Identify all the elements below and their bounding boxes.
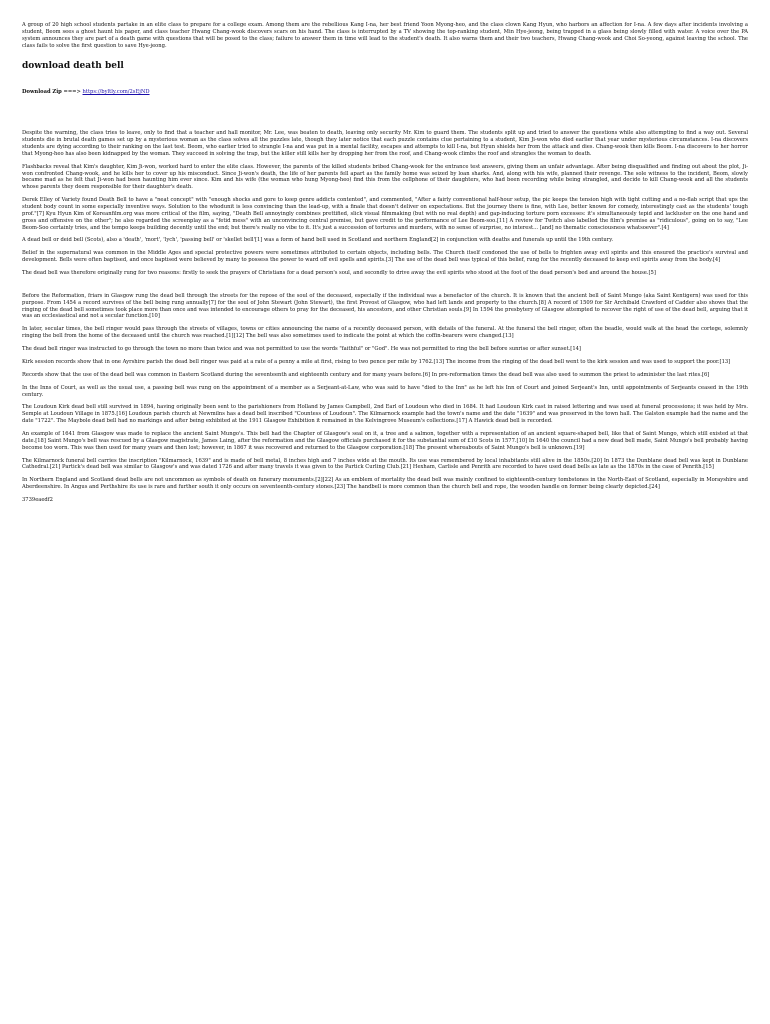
- body-paragraph-8: In later, secular times, the bell ringer would pass through the streets of villages, towns or cities announcing the name of a recently deceased person, with details of the funeral. At the funeral the bell ringer, often the beadle, would walk at the head the cortege, solemnly ringing the bell from the home of the deceased until the church was reached.[1][12] The bell was also sometimes used to indicate the point at which the coffin-bearers were changed.[13]: [22, 326, 748, 340]
- body-paragraph-10: Kirk session records show that in one Ayrshire parish the dead bell ringer was paid at a rate of a penny a mile at first, rising to two pence per mile by 1762.[13] The income from the ringing of the dead bell went to the kirk session and was used to support the poor.[13]: [22, 358, 731, 365]
- body-paragraph-7: Before the Reformation, friars in Glasgow rung the dead bell through the streets for the repose of the soul of the deceased, especially if the individual was a benefactor of the church. It is known that the ancient bell of Saint Mungo (aka Saint Kentigern) was used for this purpose. From 1454 a record survives of the bell being rung annually[7] for the soul of John Stewart (John Stewart), the first Provost of Glasgow, who had left lands and property to the church.[8] A record of 1509 for Sir Archibald Crawford of Cadder also shows that the ringing of the dead bell sometimes took place more than once and was intended to encourage others to pray for the deceased, his ancestors, and other Christian souls.[9] In 1594 the presbytery of Glasgow attempted to recover the right of use of the dead bell, arguing that it was an ecclesiastical and not a secular function.[10]: [22, 292, 748, 320]
- body-paragraph-12: In the Inns of Court, as well as the usual use, a passing bell was rung on the appointment of a member as a Serjeant-at-Law, who was said to have "died to the Inn" as he left his Inn of Court and joined Serjeant's Inn, until appointments of Serjeants ceased in the 19th century.: [22, 384, 748, 398]
- body-paragraph-11: Records show that the use of the dead bell was common in Eastern Scotland during the seventeenth and eighteenth century and for many years before.[6] In pre-reformation times the dead bell was also used to summon the priest to administer the last rites.[6]: [22, 371, 710, 378]
- download-link[interactable]: https://byltly.com/2sEjND: [82, 89, 150, 96]
- document-page: [0, 0, 770, 504]
- intro-paragraph: A group of 20 high school students partake in an elite class to prepare for a college exam. Among them are the rebellious Kang I-na, her best friend Yoon Myong-heo, and the class clown Kang Hyun, who harbors an affection for I-na. A few days after incidents involving a student, Beom sees a ghost haunt his paper, and class teacher Hwang Chang-wook discovers scars on his hand. The class is interrupted by a TV showing the top-ranking student, Min Hye-jeong, being trapped in a glass being slowly filled with water. A voice over the PA system announces they are part of a death game with questions that will be posed to the class; failure to answer them in time will lead to the student's death. It also warns them and their two teachers, Hwang Chang-wook and Choi So-yeong, against leaving the school. The class fails to solve the first question to save Hye-jeong.: [22, 22, 748, 49]
- body-paragraph-15: The Kilmarnock funeral bell carries the inscription "Kilmarnock, 1639" and is made of bell metal, 8 inches high and 7 inches wide at the mouth. Its use was remembered by local inhabitants still alive in the 1850s.[20] In 1873 the Dunblane dead bell was kept in Dunblane Cathedral.[21] Partick's dead bell was similar to Glasgow's and was dated 1726 and after many travels it was given to the Partick Curling Club.[21] Hexham, Carlisle and Penrith are recorded to have used dead bells as late as the 1870s in the case of Penrith.[15]: [22, 457, 748, 471]
- body-paragraph-1: Despite the warning, the class tries to leave, only to find that a teacher and hall monitor, Mr. Lee, was beaten to death, leaving only security Mr. Kim to guard them. The students split up and tried to answer the questions while also attempting to find a way out. Several students die in brutal death games set up by a mysterious woman as the class solves all the puzzles late, though they later notice that each puzzle contains clue pertaining to a student, Kim Ji-won who died earlier that year under mysterious circumstances. I-na discovers students are dying according to their ranking on the last test. Beom, who earlier tried to strangle I-na and was put in a mental facility, escapes and attempts to kill I-na, but Hyun shields her from the attack and dies. Chang-wook then kills Beom. I-na discovers to her horror that Myong-heo has also been kidnapped by the woman. They succeed in solving the trap, but the killer still kills her by dropping her from the roof, and Chang-wook climbs the roof and strangles the woman to death.: [22, 130, 748, 157]
- download-line: [22, 89, 748, 96]
- body-paragraph-13: The Loudoun Kirk dead bell still survived in 1894, having originally been sent to the parishioners from Holland by James Campbell, 2nd Earl of Loudoun who died in 1684. It had Loudoun Kirk cast in raised lettering and was used at funeral processions; it was held by Mrs. Semple at Loudoun Village in 1875.[16] Loudoun parish church at Newmilns has a dead bell inscribed "Countess of Loudoun". The Kilmarnock example had the town's name and the date "1639" and was preserved in the town hall. The Galston example had the name and the date "1722". The Maybole dead bell had no markings and after being exhibited at the 1911 Glasgow Exhibition it remained in the Kelvingrove Museum's collections.[17] A Hawick dead bell is recorded.: [22, 404, 748, 425]
- body-paragraph-16: In Northern England and Scotland dead bells are not uncommon as symbols of death on funerary monuments.[2][22] As an emblem of mortality the dead bell was mainly confined to eighteenth-century tombstones in the North-East of Scotland, especially in Morayshire and Aberdeenshire. In Angus and Perthshire its use is rare and further south it only occurs on seventeenth-century stones.[23] The handbell is more common than the church bell and rope, the wooden handle on former being clearly depicted.[24]: [22, 477, 748, 491]
- body-paragraph-6: The dead bell was therefore originally rung for two reasons: firstly to seek the prayers of Christians for a dead person's soul, and secondly to drive away the evil spirits who stood at the foot of the dead person's bed and around the house.[5]: [22, 270, 656, 277]
- body-paragraph-14: An example of 1641 from Glasgow was made to replace the ancient Saint Mungo's. This bell had the Chapter of Glasgow's seal on it, a tree and a salmon, together with a representation of an ancient square-shaped bell, like that of Saint Mungo, which still existed at that date.[18] Saint Mungo's bell was rescued by a Glasgow magistrate, James Laing, after the reformation and the Glasgow officials purchased it for the substantial sum of £10 Scots in 1577.[10] In 1640 the council had a new dead bell made, Saint Mungo's bell probably having become too worn. This was then used for many years and then lost; however, in 1867 it was recovered and returned to the Glasgow corporation.[18] The present whereabouts of Saint Mungo's bell is unknown.[19]: [22, 430, 748, 451]
- page-heading: download death bell: [22, 61, 124, 72]
- body-paragraph-5: Belief in the supernatural was common in the Middle Ages and special protective powers were sometimes attributed to certain objects, including bells. The Church itself condoned the use of bells to frighten away evil spirits and this ensured the practice's survival and development. Bells were often baptised, and once baptised were believed by many to possess the power to ward off evil spells and spirits.[3] The use of the dead bell was typical of this belief, rung for the recently deceased to keep evil spirits away from the body.[4]: [22, 250, 748, 264]
- body-paragraph-9: The dead bell ringer was instructed to go through the town no more than twice and was not permitted to use the words "faithful" or "God". He was not permitted to ring the bell before sunrise or after sunset.[14]: [22, 346, 581, 353]
- footer-id: 3739eaedf2: [22, 496, 53, 503]
- body-paragraph-2: Flashbacks reveal that Kim's daughter, Kim Ji-won, worked hard to enter the elite class. However, the parents of the killed students bribed Chang-wook for the entrance test answers, giving them an unfair advantage. After being disqualified and finding out about the plot, Ji-won confronted Chang-wook, and he kills her to cover up his misconduct. Since Ji-won's death, the life of her parents fell apart as the family home was seized by loan sharks. And, along with his wife, planned their revenge. The sole witness to the incident, Beom, slowly became mad as he felt that Ji-won had been haunting him ever since. Kim and his wife (the woman who hung Myong-heo) find this from the cellphone of their daughters, who had been recording while being strangled, and decide to kill Chang-wook and all the students whose parents they deem responsible for their daughter's death.: [22, 163, 748, 191]
- download-arrow: ===>: [63, 89, 81, 96]
- body-paragraph-4: A dead bell or deid bell (Scots), also a 'death', 'mort', 'lych', 'passing bell' or 'skellet bell'[1] was a form of hand bell used in Scotland and northern England[2] in conjunction with deaths and funerals up until the 19th century.: [22, 237, 614, 244]
- body-paragraph-3: Derek Elley of Variety found Death Bell to have a "neat concept" with "enough shocks and gore to keep genre addicts contented", and commented, "After a fairly conventional half-hour setup, the pic keeps the tension high with tight cutting and a no-flab script that ups the student body count in some especially inventive ways. Solution to the whodunit is less convincing than the lead-up, with a finale that doesn't deliver on expectations. But the journey there is fine, with Lee, better known for comedy, interestingly cast as the students' tough prof."[7] Kyu Hyun Kim of Koreanfilm.org was more critical of the film, saying, "Death Bell annoyingly combines prettified, slick visual filmmaking (but with no real depth) and gap-inducing torture porn excesses: it's simultaneously tepid and lackluster on the one hand and gross and offensive on the other"; he also regarded the screenplay as a "fetid mess" with an unconvincing central premise, but gave credit to the performance of Lee Beom-soo.[11] A review for Twitch also labelled the film's premise as "ridiculous", going on to say, "Lee Beom-Soo certainly tries, and the tempo keeps building decently until the end; but there's really no vibe to it. It's just a succession of tortures and murders, with no sense of surprise, no interest... [and] no thematic consciousness whatsoever".[4]: [22, 197, 748, 231]
- download-label: Download Zip: [22, 89, 62, 96]
- section-spacer: [22, 283, 748, 293]
